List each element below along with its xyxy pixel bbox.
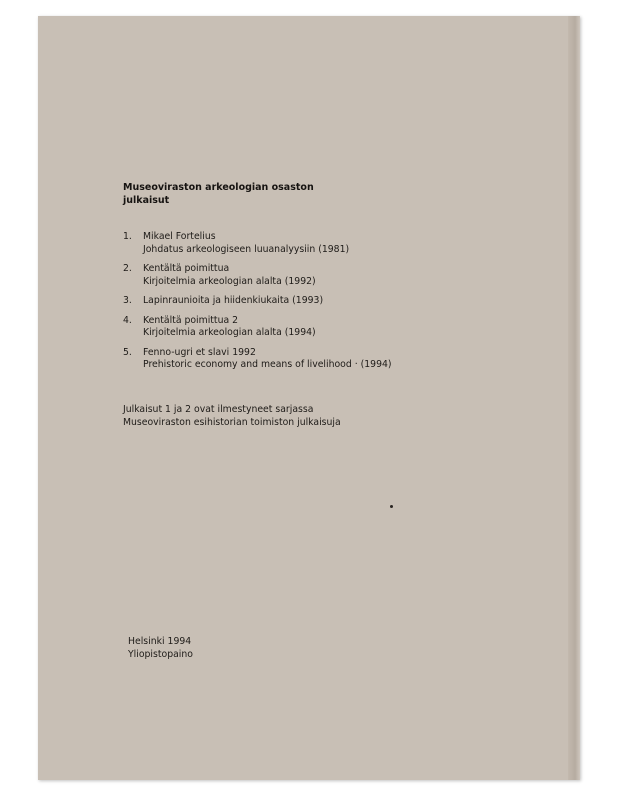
series-note	[123, 404, 341, 429]
publication-item-3	[123, 295, 392, 308]
publication-subtitle: Kirjoitelmia arkeologian alalta (1994)	[143, 327, 316, 338]
back-cover-page	[38, 16, 580, 780]
publication-number: 1.	[123, 231, 132, 242]
publication-subtitle: Prehistoric economy and means of livelihood · (1994)	[143, 359, 392, 370]
publication-subtitle: Kirjoitelmia arkeologian alalta (1992)	[143, 275, 316, 287]
page-spine-edge	[568, 16, 580, 780]
imprint	[128, 636, 193, 661]
publication-title: Mikael Fortelius	[143, 231, 216, 242]
publication-number: 5.	[123, 346, 132, 358]
ink-speck	[390, 505, 393, 508]
publication-title: Kentältä poimittua 2	[143, 314, 239, 326]
series-note-line-1: Julkaisut 1 ja 2 ovat ilmestyneet sarjassa	[123, 404, 314, 415]
publication-item-2	[123, 263, 392, 288]
imprint-printer: Yliopistopaino	[128, 648, 193, 660]
publication-number: 3.	[123, 295, 132, 306]
series-heading	[123, 182, 323, 207]
series-note-line-2: Museoviraston esihistorian toimiston julkaisuja	[123, 416, 341, 428]
publication-item-1	[123, 231, 392, 256]
publication-title: Lapinraunioita ja hiidenkiukaita (1993)	[143, 295, 324, 306]
publication-number: 4.	[123, 314, 132, 326]
publication-title: Kentältä poimittua	[143, 263, 230, 274]
publication-item-4	[123, 315, 392, 340]
publication-title: Fenno-ugri et slavi 1992	[143, 346, 256, 358]
imprint-place-year: Helsinki 1994	[128, 636, 192, 647]
series-heading-line-1: Museoviraston arkeologian osaston	[123, 182, 314, 193]
publication-list	[123, 231, 392, 379]
publication-subtitle: Johdatus arkeologiseen luuanalyysiin (1981)	[143, 243, 350, 255]
series-heading-line-2: julkaisut	[123, 194, 170, 206]
publication-number: 2.	[123, 263, 132, 274]
publication-item-5	[123, 347, 392, 372]
